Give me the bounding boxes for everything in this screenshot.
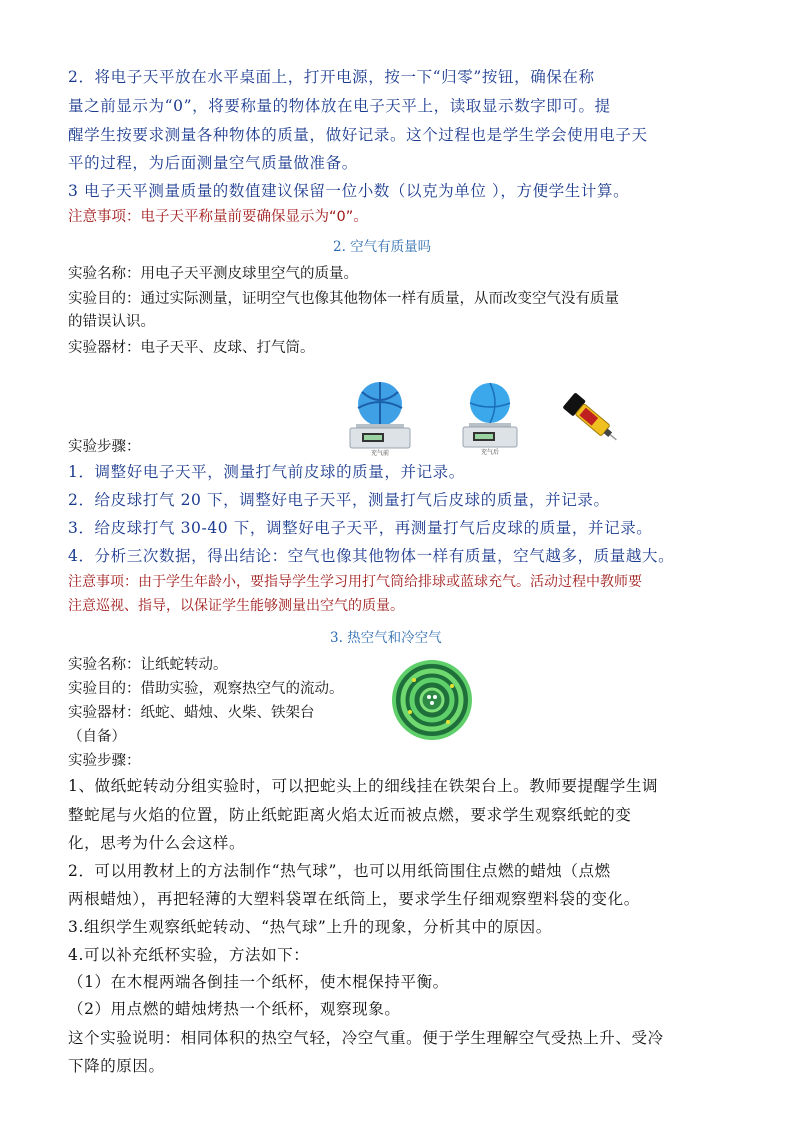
fig-label-after: 充气后 (480, 449, 499, 456)
conclusion-line-2: 下降的原因。 (68, 1057, 165, 1075)
exp-purpose-2-line-1: 实验目的：通过实际测量，证明空气也像其他物体一样有质量，从而改变空气没有质量 (68, 291, 619, 307)
section-heading-3: 3. 热空气和冷空气 (330, 630, 442, 646)
note-2-line-1: 注意事项：由于学生年龄小，要指导学生学习用打气筒给排球或蓝球充气。活动过程中教师要 (68, 574, 642, 590)
paper-snake-image (392, 660, 472, 740)
step-2-1: 1．调整好电子天平，测量打气前皮球的质量，并记录。 (68, 463, 465, 481)
step-3-1-line-2: 整蛇尾与火焰的位置，防止纸蛇距离火焰太近而被点燃，要求学生观察纸蛇的变 (68, 806, 632, 824)
step-3-1-line-1: 1、做纸蛇转动分组实验时，可以把蛇头上的细线挂在铁架台上。教师要提醒学生调 (68, 777, 659, 795)
exp-equipment-3-line-2: （自备） (68, 729, 126, 745)
exp-name-2: 实验名称：用电子天平测皮球里空气的质量。 (68, 266, 358, 282)
scale-ball-after-image (455, 378, 525, 458)
steps-title-3: 实验步骤： (68, 753, 141, 769)
step-3-4-2: （2）用点燃的蜡烛烤热一个纸杯，观察现象。 (68, 1000, 401, 1018)
step-3-2-line-1: 2．可以用教材上的方法制作“热气球”，也可以用纸筒围住点燃的蜡烛（点燃 (68, 862, 611, 880)
note-1: 注意事项：电子天平称量前要确保显示为“0”。 (68, 209, 368, 225)
step-2-4: 4．分析三次数据，得出结论：空气也像其他物体一样有质量，空气越多，质量越大。 (68, 547, 675, 565)
exp-equipment-2: 实验器材：电子天平、皮球、打气筒。 (68, 340, 315, 356)
exp-purpose-2-line-2: 的错误认识。 (68, 314, 155, 330)
step-2-2: 2．给皮球打气 20 下，调整好电子天平，测量打气后皮球的质量，并记录。 (68, 491, 610, 509)
step-3-4-1: （1）在木棍两端各倒挂一个纸杯，使木棍保持平衡。 (68, 973, 449, 991)
section-heading-2: 2. 空气有质量吗 (333, 239, 432, 255)
steps-title-2: 实验步骤： (68, 439, 141, 455)
step-3-3: 3.组织学生观察纸蛇转动、“热气球”上升的现象，分析其中的原因。 (68, 918, 552, 936)
para-2-line-4: 平的过程，为后面测量空气质量做准备。 (68, 154, 358, 172)
para-2-line-3: 醒学生按要求测量各种物体的质量，做好记录。这个过程也是学生学会使用电子天 (68, 126, 648, 144)
para-2-line-1: 2．将电子天平放在水平桌面上，打开电源，按一下“归零”按钮，确保在称 (68, 68, 595, 86)
step-2-3: 3．给皮球打气 30-40 下，调整好电子天平，再测量打气后皮球的质量，并记录。 (68, 519, 653, 537)
scale-ball-before-image (340, 378, 420, 458)
step-3-1-line-3: 化，思考为什么会这样。 (68, 834, 246, 852)
step-3-4: 4.可以补充纸杯实验，方法如下： (68, 946, 310, 964)
air-pump-image (553, 382, 623, 450)
note-2-line-2: 注意巡视、指导，以保证学生能够测量出空气的质量。 (68, 598, 404, 614)
conclusion-line-1: 这个实验说明：相同体积的热空气轻，冷空气重。便于学生理解空气受热上升、受冷 (68, 1029, 664, 1047)
fig-label-before: 充气前 (370, 450, 389, 457)
exp-equipment-3-line-1: 实验器材：纸蛇、蜡烛、火柴、铁架台 (68, 705, 315, 721)
para-2-line-2: 量之前显示为“0”，将要称量的物体放在电子天平上，读取显示数字即可。提 (68, 97, 611, 115)
para-3: 3 电子天平测量质量的数值建议保留一位小数（以克为单位 ），方便学生计算。 (68, 182, 630, 200)
exp-name-3: 实验名称：让纸蛇转动。 (68, 657, 228, 673)
step-3-2-line-2: 两根蜡烛），再把轻薄的大塑料袋罩在纸筒上，要求学生仔细观察塑料袋的变化。 (68, 890, 640, 908)
exp-purpose-3: 实验目的：借助实验，观察热空气的流动。 (68, 681, 344, 697)
